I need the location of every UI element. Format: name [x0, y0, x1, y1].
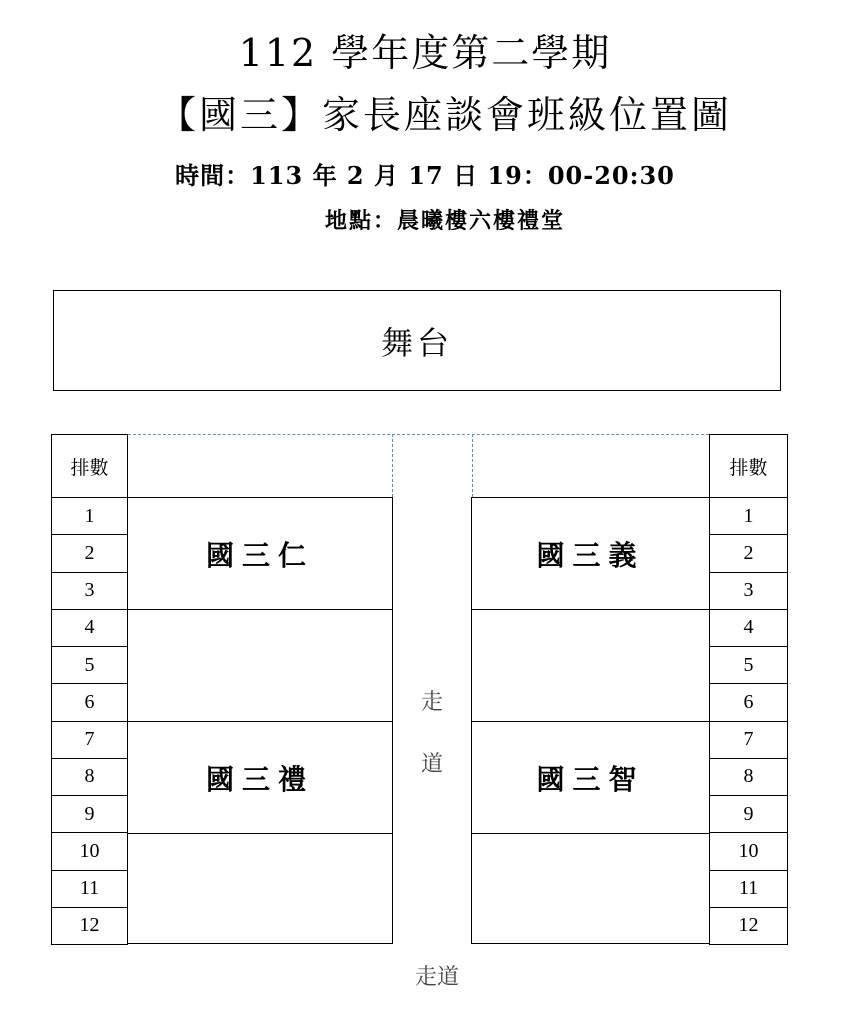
class-label-li: 國三禮 [205, 762, 314, 796]
header-dashed-line [128, 434, 709, 435]
row-number-right: 4 [709, 609, 788, 647]
class-block-li [127, 721, 393, 834]
class-block-ren [127, 497, 393, 610]
row-number-left: 5 [51, 646, 128, 684]
row-number-right: 10 [709, 832, 788, 870]
stage-label: 舞台 [380, 323, 453, 362]
class-label-ren: 國三仁 [205, 538, 314, 572]
empty-block-left-2 [127, 609, 393, 722]
class-label-zhi: 國三智 [536, 762, 645, 796]
page-subtitle: 【國三】家長座談會班級位置圖 [157, 93, 732, 137]
aisle-char-1: 走 [420, 690, 443, 715]
aisle-dashed-right [472, 434, 473, 497]
row-number-left: 12 [51, 907, 128, 945]
row-number-right: 5 [709, 646, 788, 684]
row-number-right: 3 [709, 572, 788, 610]
row-number-left: 7 [51, 721, 128, 759]
row-number-right: 9 [709, 795, 788, 833]
row-number-left: 10 [51, 832, 128, 870]
class-block-yi [471, 497, 710, 610]
row-number-right: 11 [709, 870, 788, 908]
row-number-left: 8 [51, 758, 128, 796]
row-header-left: 排數 [51, 434, 128, 498]
row-number-right: 8 [709, 758, 788, 796]
page-title: 112 學年度第二學期 [238, 31, 612, 75]
row-number-right: 2 [709, 534, 788, 572]
empty-block-left-4 [127, 833, 393, 944]
stage [53, 290, 781, 391]
row-number-left: 11 [51, 870, 128, 908]
row-number-right: 7 [709, 721, 788, 759]
row-header-right: 排數 [709, 434, 788, 498]
row-number-left: 1 [51, 497, 128, 535]
row-number-right: 12 [709, 907, 788, 945]
event-place: 地點：晨曦樓六樓禮堂 [324, 208, 565, 234]
event-time: 時間：113 年 2 月 17 日 19：00-20:30 [175, 161, 675, 190]
row-number-left: 4 [51, 609, 128, 647]
class-block-zhi [471, 721, 710, 834]
row-number-left: 2 [51, 534, 128, 572]
aisle-dashed-left [392, 434, 393, 497]
center-aisle-label [392, 672, 472, 796]
empty-block-right-4 [471, 833, 710, 944]
row-number-left: 6 [51, 683, 128, 721]
row-number-right: 6 [709, 683, 788, 721]
row-number-left: 3 [51, 572, 128, 610]
row-number-left: 9 [51, 795, 128, 833]
class-label-yi: 國三義 [536, 538, 645, 572]
empty-block-right-2 [471, 609, 710, 722]
aisle-char-2: 道 [420, 752, 443, 777]
bottom-aisle-label: 走道 [414, 965, 459, 990]
row-number-right: 1 [709, 497, 788, 535]
